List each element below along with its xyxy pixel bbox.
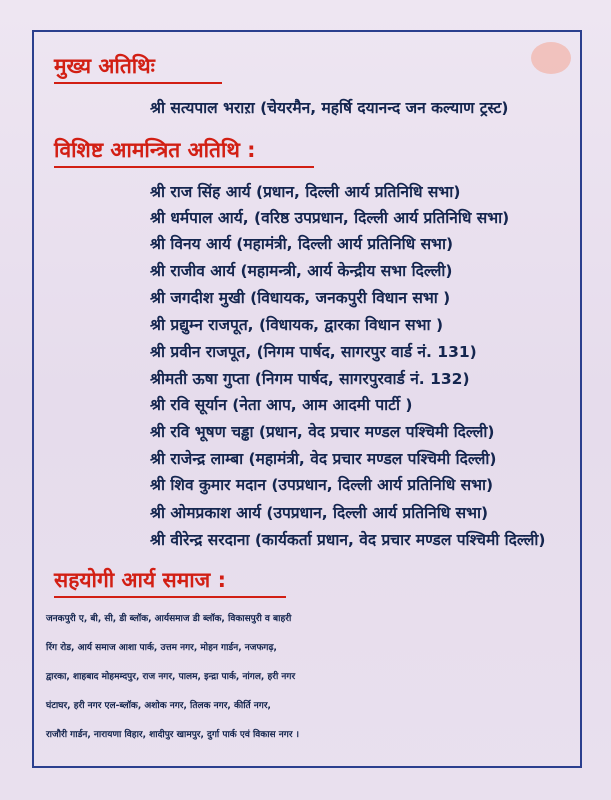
seal-stamp	[531, 42, 571, 74]
cooperating-samaj-heading	[54, 566, 226, 594]
guest-list-item: श्री धर्मपाल आर्य, (वरिष्ठ उपप्रधान, दिल्ली आर्य प्रतिनिधि सभा)	[150, 209, 510, 227]
guest-list-item: श्री रवि सूर्यान (नेता आप, आम आदमी पार्टी )	[150, 396, 413, 414]
guest-list-item: श्री राजेन्द्र लाम्बा (महामंत्री, वेद प्रचार मण्डल पश्चिमी दिल्ली)	[150, 450, 497, 468]
guest-list-item: श्री प्रद्युम्न राजपूत, (विधायक, द्वारका विधान सभा )	[150, 316, 444, 334]
guest-list-item: श्री रवि भूषण चड्ढा (प्रधान, वेद प्रचार मण्डल पश्चिमी दिल्ली)	[150, 423, 495, 441]
guest-list-item: श्री शिव कुमार मदान (उपप्रधान, दिल्ली आर्य प्रतिनिधि सभा)	[150, 476, 494, 494]
samaj-line: राजौरी गार्डन, नारायणा विहार, शादीपुर खामपुर, दुर्गा पार्क एवं विकास नगर ।	[46, 730, 300, 740]
guest-list-item: श्री प्रवीन राजपूत, (निगम पार्षद, सागरपुर वार्ड नं. 131)	[150, 343, 477, 361]
special-guests-heading-text: विशिष्ट आमन्त्रित अतिथि :	[54, 138, 256, 162]
samaj-line: द्वारका, शाहबाद मोहमम्दपुर, राज नगर, पालम, इन्द्रा पार्क, नांगल, हरी नगर	[46, 672, 296, 682]
cooperating-samaj-list	[46, 605, 578, 750]
chief-guest-heading-text: मुख्य अतिथिः	[54, 54, 155, 78]
guest-list-item: श्री वीरेन्द्र सरदाना (कार्यकर्ता प्रधान, वेद प्रचार मण्डल पश्चिमी दिल्ली)	[150, 531, 546, 549]
cooperating-samaj-heading-text: सहयोगी आर्य समाज :	[54, 568, 226, 592]
guest-list-item: श्री विनय आर्य (महामंत्री, दिल्ली आर्य प्रतिनिधि सभा)	[150, 235, 454, 253]
guest-list-item: श्री जगदीश मुखी (विधायक, जनकपुरी विधान सभा )	[150, 289, 451, 307]
samaj-line: रिंग रोड, आर्य समाज आशा पार्क, उत्तम नगर, मोहन गार्डन, नजफगढ़,	[46, 643, 277, 653]
special-guests-heading	[54, 136, 256, 164]
chief-guest-underline	[54, 82, 222, 84]
guest-list-item: श्रीमती ऊषा गुप्ता (निगम पार्षद, सागरपुरवार्ड नं. 132)	[150, 370, 470, 388]
guest-list-item: श्री राज सिंह आर्य (प्रधान, दिल्ली आर्य प्रतिनिधि सभा)	[150, 183, 461, 201]
samaj-line: जनकपुरी ए, बी, सी, डी ब्लॉक, आर्यसमाज डी ब्लॉक, विकासपुरी व बाहरी	[46, 614, 292, 624]
special-guests-underline	[54, 166, 314, 168]
chief-guest-heading	[54, 52, 155, 80]
guest-list-item: श्री राजीव आर्य (महामन्त्री, आर्य केन्द्रीय सभा दिल्ली)	[150, 262, 453, 280]
samaj-line: घंटाघर, हरी नगर एल-ब्लॉक, अशोक नगर, तिलक नगर, कीर्ति नगर,	[46, 701, 271, 711]
guest-list-item: श्री ओमप्रकाश आर्य (उपप्रधान, दिल्ली आर्य प्रतिनिधि सभा)	[150, 504, 489, 522]
cooperating-samaj-underline	[54, 596, 286, 598]
chief-guest-name: श्री सत्यपाल भराऱा (चेयरमैन, महर्षि दयानन्द जन कल्याण ट्रस्ट)	[150, 99, 509, 117]
